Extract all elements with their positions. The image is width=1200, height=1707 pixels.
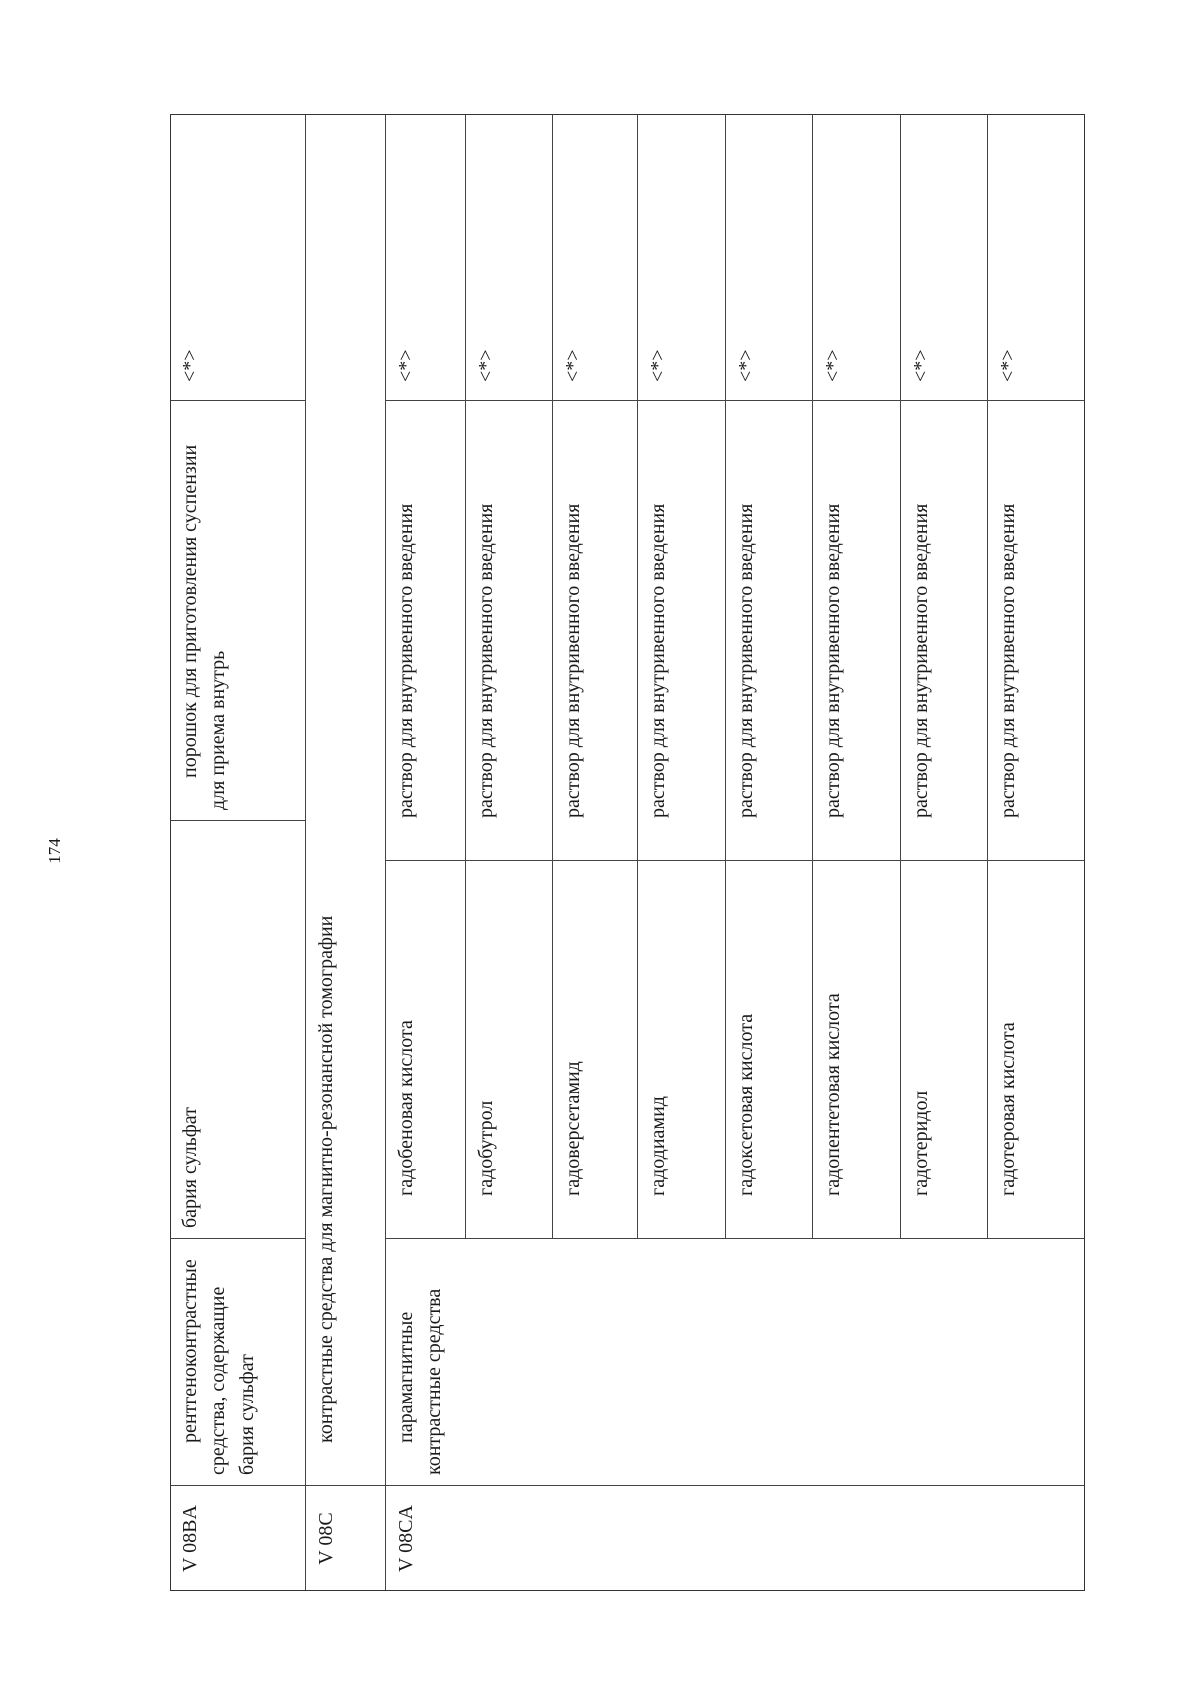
note-cell-gadodiamide: <*> (637, 114, 725, 401)
drug-cell-gadodiamide: гадодиамид (637, 861, 725, 1239)
form-cell-gadoteric-acid: раствор для внутривенного введения (987, 401, 1085, 861)
drug-cell-gadobutrol: гадобутрол (465, 861, 552, 1239)
note-cell-gadopentetic-acid: <*> (812, 114, 900, 401)
drug-cell-gadobenic-acid: гадобеновая кислота (385, 861, 465, 1239)
note-cell-gadobenic-acid: <*> (385, 114, 465, 401)
form-cell-gadobutrol: раствор для внутривенного введения (465, 401, 552, 861)
rotated-table-wrapper (170, 114, 1085, 1591)
drug-cell-gadopentetic-acid: гадопентетовая кислота (812, 861, 900, 1239)
drug-cell-gadoversetamide: гадоверсетамид (552, 861, 637, 1239)
form-cell-gadoteridol: раствор для внутривенного введения (900, 401, 987, 861)
code-cell-v08c: V 08C (305, 1486, 385, 1591)
note-cell-gadoxetic-acid: <*> (725, 114, 812, 401)
code-cell-v08ba: V 08BA (179, 1505, 201, 1572)
code-cell-v08ca: V 08CA (385, 1486, 1085, 1591)
group-cell-v08ba: рентгеноконтрастные средства, содержащие бария сульфат (170, 1239, 305, 1486)
form-cell-gadoversetamide: раствор для внутривенного введения (552, 401, 637, 861)
note-cell-gadoteric-acid: <*> (987, 114, 1085, 401)
form-cell-gadopentetic-acid: раствор для внутривенного введения (812, 401, 900, 861)
form-cell-gadobenic-acid: раствор для внутривенного введения (385, 401, 465, 861)
form-cell-gadodiamide: раствор для внутривенного введения (637, 401, 725, 861)
section-title-mri-contrast: контрастные средства для магнитно-резонансной томографии (305, 114, 385, 1486)
note-cell-gadoteridol: <*> (900, 114, 987, 401)
drug-cell-barium-sulfate: бария сульфат (170, 821, 305, 1239)
drug-cell-gadoxetic-acid: гадоксетовая кислота (725, 861, 812, 1239)
page-number: 174 (45, 838, 64, 864)
note-cell-gadobutrol: <*> (465, 114, 552, 401)
note-cell-gadoversetamide: <*> (552, 114, 637, 401)
form-cell-gadoxetic-acid: раствор для внутривенного введения (725, 401, 812, 861)
drug-table (170, 114, 1085, 1591)
group-cell-paramagnetic: парамагнитные контрастные средства (385, 1239, 1085, 1486)
drug-cell-gadoteric-acid: гадотеровая кислота (987, 861, 1085, 1239)
note-cell-barium-sulfate: <*> (170, 114, 305, 401)
drug-cell-gadoteridol: гадотеридол (900, 861, 987, 1239)
form-cell-barium-sulfate: порошок для приготовления суспензии для приема внутрь (170, 401, 305, 821)
